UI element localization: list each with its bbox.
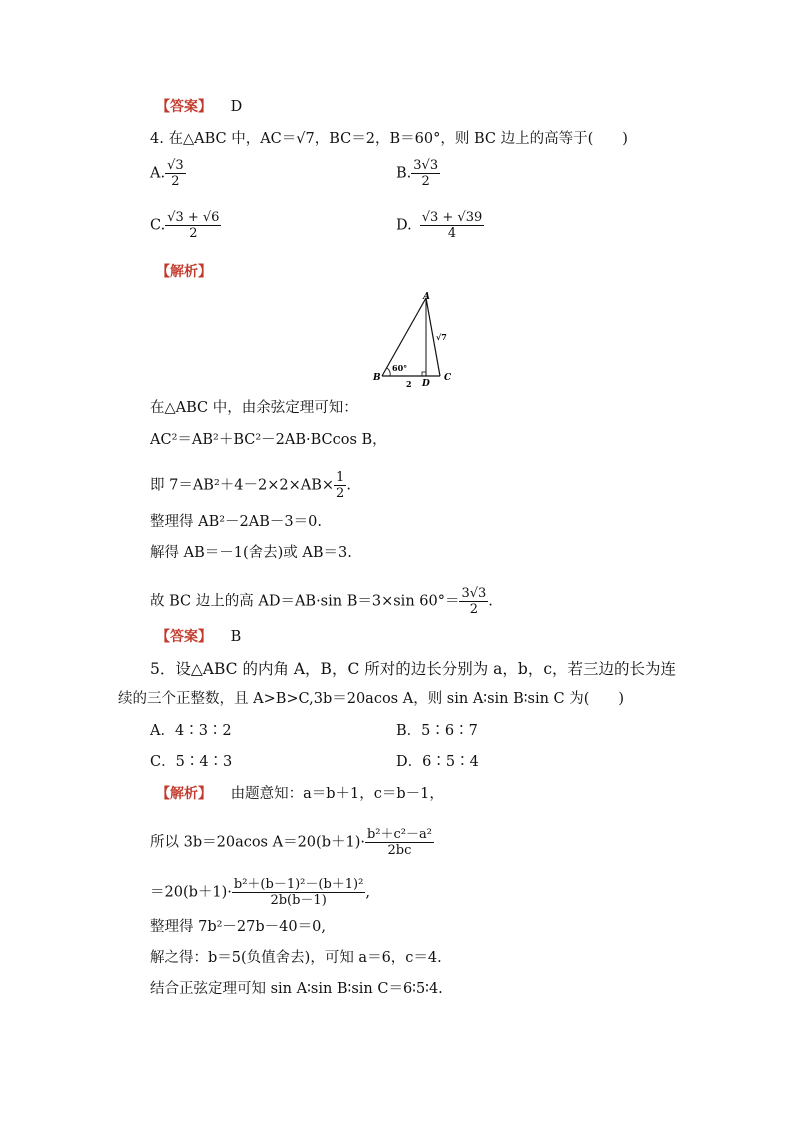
label-b: B — [373, 373, 381, 383]
option-5c: C．5∶4∶3 — [150, 754, 233, 770]
analysis-1-line-4: 整理得 AB²－2AB－3＝0. — [150, 514, 322, 530]
analysis-1-line-6: 故 BC 边上的高 AD＝AB·sin B＝3×sin 60°＝ $\frac{3√3}{2}$ . — [150, 586, 493, 617]
fraction-cos: $\frac{\text{b²＋c²－a²}}{2bc}$ — [366, 827, 432, 858]
option-fraction: $\frac{√3 + √39}{4}$ — [421, 210, 483, 241]
answer-tag: 【答案】 — [156, 629, 212, 645]
option-d — [396, 210, 484, 241]
question-5-line-2: 续的三个正整数，且 A>B>C,3b＝20acos A，则 sin A∶sin B∶sin C 为( ) — [118, 691, 625, 707]
option-fraction: $\frac{√3}{2}$ — [167, 158, 184, 189]
option-b — [396, 158, 440, 189]
fraction-half: $\frac{1}{2}$ — [336, 470, 345, 501]
analysis-2-line-6: 结合正弦定理可知 sin A∶sin B∶sin C＝6∶5∶4. — [150, 981, 443, 997]
option-label: A. — [150, 165, 166, 182]
option-fraction: $\frac{3√3}{2}$ — [413, 158, 439, 189]
analysis-2-line-3: ＝20(b＋1)· $\frac{\text{b²＋(b－1)²－(b＋1)²}}{2b(b-1)}$ , — [150, 877, 370, 908]
label-ac-length: √7 — [436, 332, 447, 342]
answer-value: B — [230, 629, 242, 645]
analysis-1-line-5: 解得 AB＝－1(舍去)或 AB＝3. — [150, 545, 352, 561]
option-label: D. — [396, 217, 412, 234]
option-a — [150, 158, 186, 189]
question-5-line-1: 5．设△ABC 的内角 A，B，C 所对的边长分别为 a，b，c，若三边的长为连 — [150, 660, 677, 678]
fraction-result: $\frac{3√3}{2}$ — [461, 586, 487, 617]
option-5a: A．4∶3∶2 — [150, 723, 232, 739]
angle-arc — [387, 368, 390, 376]
analysis-2-line-4: 整理得 7b²－27b－40＝0, — [150, 919, 326, 935]
question-number: 4. — [150, 131, 164, 147]
label-bc-length: 2 — [406, 379, 412, 389]
label-angle: 60° — [392, 363, 408, 373]
option-fraction: $\frac{√3 + √6}{2}$ — [167, 210, 220, 241]
answer-value: D — [230, 99, 243, 115]
label-d: D — [422, 379, 430, 389]
analysis-2-line-1: 【解析】 由题意知：a＝b＋1，c＝b－1， — [156, 786, 444, 802]
label-c: C — [444, 373, 452, 383]
analysis-1-line-2: AC²＝AB²＋BC²－2AB·BCcos B， — [150, 432, 387, 448]
analysis-1-line-1: 在△ABC 中，由余弦定理可知： — [150, 400, 358, 416]
analysis-1-line-3: 即 7＝AB²＋4－2×2×AB× $\frac{1}{2}$ . — [150, 470, 351, 501]
option-label: C. — [150, 217, 166, 234]
analysis-tag-1 — [156, 262, 212, 282]
analysis-tag: 【解析】 — [156, 786, 212, 802]
answer-line-2 — [156, 627, 241, 647]
analysis-tag: 【解析】 — [156, 264, 212, 280]
question-text: 在△ABC 中，AC＝√7，BC＝2，B＝60°，则 BC 边上的高等于( ) — [168, 131, 628, 147]
triangle-figure — [368, 290, 458, 390]
right-angle-mark — [422, 372, 426, 376]
question-4-stem — [150, 129, 628, 149]
answer-tag: 【答案】 — [156, 99, 212, 115]
option-5b: B．5∶6∶7 — [396, 723, 478, 739]
label-a: A — [423, 292, 430, 302]
option-5d: D．6∶5∶4 — [396, 754, 479, 770]
analysis-2-line-5: 解之得：b＝5(负值舍去)，可知 a＝6，c＝4. — [150, 950, 442, 966]
answer-line-1 — [156, 97, 242, 117]
option-label: B. — [396, 165, 412, 182]
option-c — [150, 210, 221, 241]
analysis-2-line-2: 所以 3b＝20acos A＝20(b＋1)· $\frac{\text{b²＋c²－a²}}{2bc}$ — [150, 827, 432, 858]
fraction-expanded: $\frac{\text{b²＋(b－1)²－(b＋1)²}}{2b(b-1)}$ — [233, 877, 364, 908]
